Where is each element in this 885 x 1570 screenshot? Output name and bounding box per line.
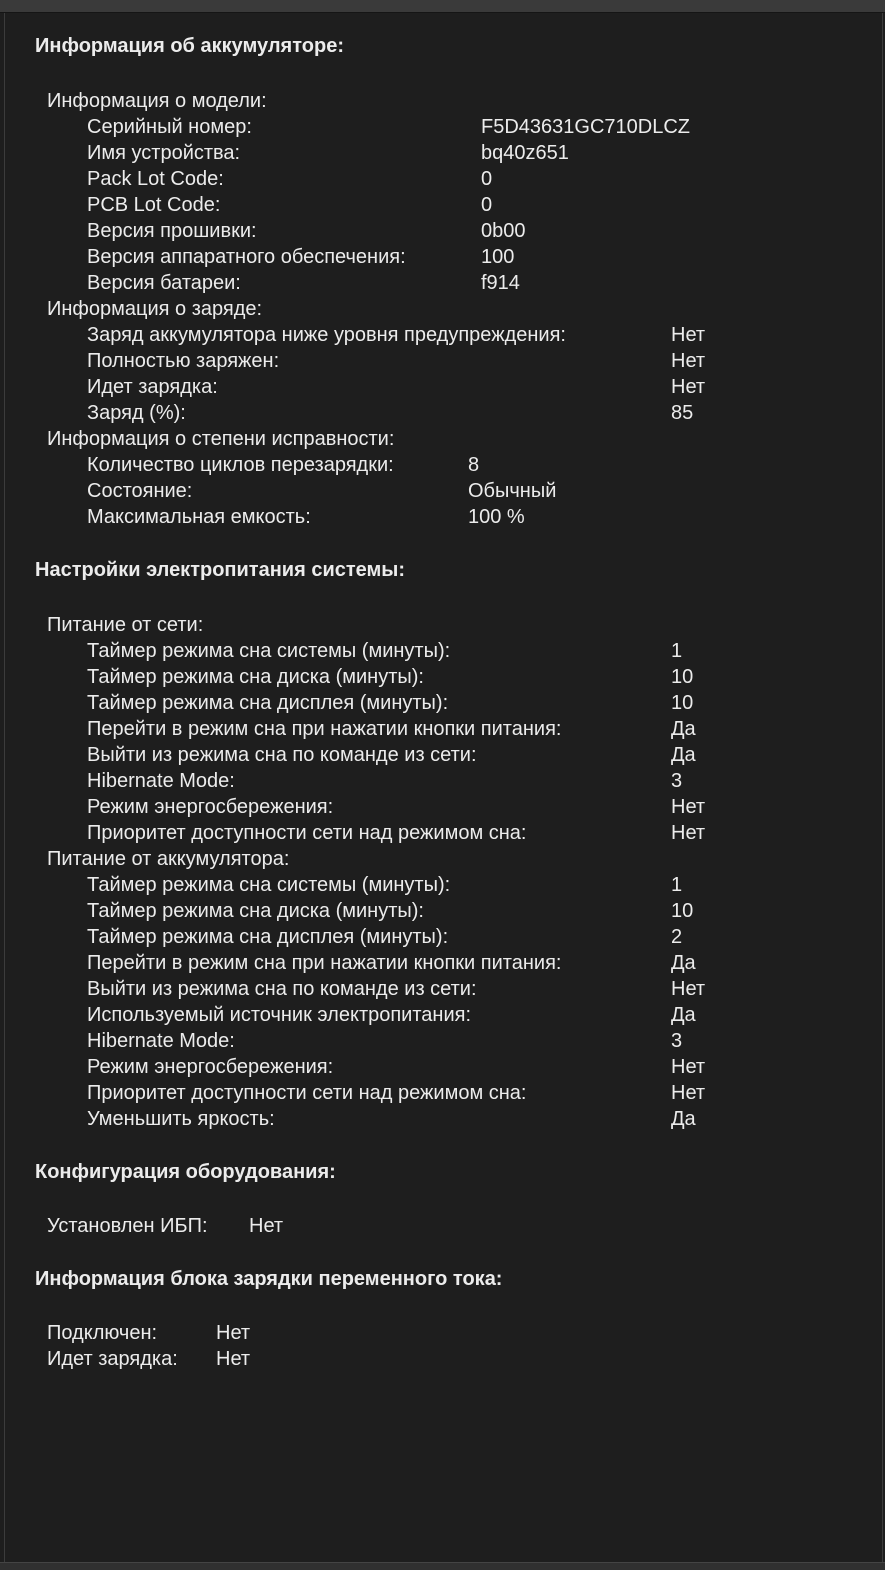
info-row — [87, 716, 847, 742]
row-label: Уменьшить яркость: — [87, 1108, 275, 1130]
row-value: 10 — [671, 666, 694, 688]
info-row — [87, 114, 847, 140]
row-value: 100 — [481, 246, 515, 268]
row-label: Выйти из режима сна по команде из сети: — [87, 744, 477, 766]
info-row — [87, 872, 847, 898]
row-label: Количество циклов перезарядки: — [87, 454, 394, 476]
window-top-bar — [0, 0, 885, 13]
info-row — [87, 768, 847, 794]
info-row — [87, 322, 847, 348]
row-label: Выйти из режима сна по команде из сети: — [87, 978, 477, 1000]
row-value: Обычный — [468, 480, 557, 502]
row-label: Идет зарядка: — [47, 1348, 178, 1370]
row-value: 0b00 — [481, 220, 526, 242]
row-value: Нет — [671, 1056, 706, 1078]
row-label: Таймер режима сна дисплея (минуты): — [87, 692, 449, 714]
row-label: Pack Lot Code: — [87, 168, 224, 190]
info-row — [47, 1320, 807, 1346]
row-value: Нет — [671, 350, 706, 372]
subsection-title-ac-power: Питание от сети: — [47, 614, 204, 636]
info-row — [87, 1080, 847, 1106]
row-value: 1 — [671, 640, 683, 662]
info-row — [87, 478, 847, 504]
info-row — [87, 1028, 847, 1054]
info-row — [87, 452, 847, 478]
info-row — [87, 374, 847, 400]
row-value: 10 — [671, 692, 694, 714]
row-value: f914 — [481, 272, 520, 294]
row-label: Заряд (%): — [87, 402, 186, 424]
row-value: Нет — [671, 822, 706, 844]
row-value: 10 — [671, 900, 694, 922]
info-row — [87, 1106, 847, 1132]
row-value: Нет — [216, 1348, 251, 1370]
row-value: 3 — [671, 1030, 683, 1052]
info-row — [87, 1054, 847, 1080]
info-row — [47, 1213, 807, 1239]
info-row — [87, 950, 847, 976]
row-label: Таймер режима сна системы (минуты): — [87, 874, 451, 896]
row-label: Перейти в режим сна при нажатии кнопки питания: — [87, 952, 562, 974]
row-label: Приоритет доступности сети над режимом сна: — [87, 822, 527, 844]
row-value: Нет — [671, 324, 706, 346]
row-label: Состояние: — [87, 480, 193, 502]
section-title-power-settings: Настройки электропитания системы: — [35, 559, 406, 581]
info-row — [47, 1346, 807, 1372]
info-row — [87, 218, 847, 244]
row-label: Таймер режима сна диска (минуты): — [87, 666, 424, 688]
row-value: Да — [671, 952, 696, 974]
window-bottom-bar — [0, 1562, 885, 1570]
row-value: 0 — [481, 168, 493, 190]
info-row — [87, 348, 847, 374]
info-row — [87, 742, 847, 768]
subsection-title-battery-power: Питание от аккумулятора: — [47, 848, 290, 870]
info-row — [87, 638, 847, 664]
section-title-hardware-config: Конфигурация оборудования: — [35, 1161, 336, 1183]
row-value: 1 — [671, 874, 683, 896]
info-row — [87, 400, 847, 426]
info-row — [87, 820, 847, 846]
row-value: 3 — [671, 770, 683, 792]
row-label: Режим энергосбережения: — [87, 796, 334, 818]
row-value: 85 — [671, 402, 694, 424]
row-label: PCB Lot Code: — [87, 194, 221, 216]
row-label: Таймер режима сна диска (минуты): — [87, 900, 424, 922]
subsection-title-charge-info: Информация о заряде: — [47, 298, 263, 320]
row-value: Да — [671, 744, 696, 766]
row-label: Hibernate Mode: — [87, 770, 235, 792]
row-value: Да — [671, 1108, 696, 1130]
info-row — [87, 664, 847, 690]
subsection-title-health-info: Информация о степени исправности: — [47, 428, 395, 450]
row-label: Серийный номер: — [87, 116, 252, 138]
row-label: Используемый источник электропитания: — [87, 1004, 472, 1026]
row-label: Имя устройства: — [87, 142, 241, 164]
info-row — [87, 140, 847, 166]
row-value: Нет — [671, 978, 706, 1000]
row-label: Режим энергосбережения: — [87, 1056, 334, 1078]
row-label: Версия аппаратного обеспечения: — [87, 246, 406, 268]
info-row — [87, 976, 847, 1002]
row-label: Таймер режима сна системы (минуты): — [87, 640, 451, 662]
row-label: Полностью заряжен: — [87, 350, 280, 372]
row-label: Hibernate Mode: — [87, 1030, 235, 1052]
row-value: Нет — [671, 376, 706, 398]
row-value: 8 — [468, 454, 480, 476]
row-label: Перейти в режим сна при нажатии кнопки питания: — [87, 718, 562, 740]
row-value: Нет — [249, 1215, 284, 1237]
row-value: F5D43631GC710DLCZ — [481, 116, 690, 138]
subsection-title-model-info: Информация о модели: — [47, 90, 267, 112]
row-label: Установлен ИБП: — [47, 1215, 208, 1237]
info-row — [87, 690, 847, 716]
row-label: Максимальная емкость: — [87, 506, 311, 528]
row-value: 2 — [671, 926, 683, 948]
row-label: Идет зарядка: — [87, 376, 218, 398]
row-value: Нет — [216, 1322, 251, 1344]
info-row — [87, 1002, 847, 1028]
info-row — [87, 504, 847, 530]
row-value: 100 % — [468, 506, 525, 528]
info-row — [87, 166, 847, 192]
row-value: Нет — [671, 1082, 706, 1104]
info-row — [87, 244, 847, 270]
row-value: 0 — [481, 194, 493, 216]
info-row — [87, 898, 847, 924]
row-label: Версия прошивки: — [87, 220, 257, 242]
row-label: Приоритет доступности сети над режимом сна: — [87, 1082, 527, 1104]
info-row — [87, 924, 847, 950]
row-label: Заряд аккумулятора ниже уровня предупреждения: — [87, 324, 566, 346]
section-title-ac-charger: Информация блока зарядки переменного тока: — [35, 1268, 503, 1290]
row-label: Подключен: — [47, 1322, 158, 1344]
info-row — [87, 794, 847, 820]
row-value: Да — [671, 718, 696, 740]
section-title-battery-info: Информация об аккумуляторе: — [35, 35, 344, 57]
info-row — [87, 192, 847, 218]
row-label: Версия батареи: — [87, 272, 241, 294]
row-value: bq40z651 — [481, 142, 569, 164]
row-value: Да — [671, 1004, 696, 1026]
info-row — [87, 270, 847, 296]
row-value: Нет — [671, 796, 706, 818]
row-label: Таймер режима сна дисплея (минуты): — [87, 926, 449, 948]
